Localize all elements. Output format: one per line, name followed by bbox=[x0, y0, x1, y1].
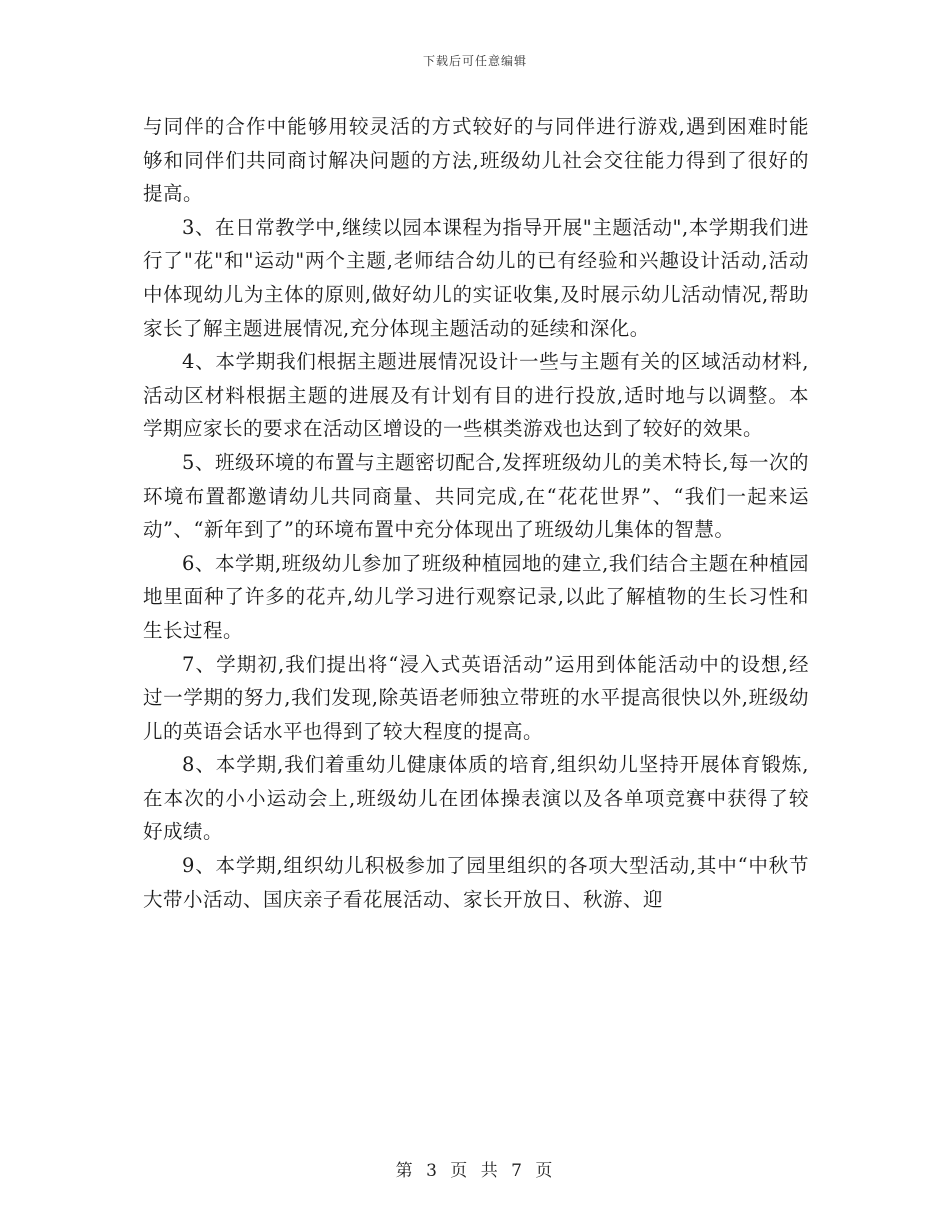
paragraph-item-5: 5、班级环境的布置与主题密切配合,发挥班级幼儿的美术特长,每一次的环境布置都邀请幼儿共同商量、共同完成,在“花花世界”、“我们一起来运动”、“新年到了”的环境布置中充分体现出了班级幼儿集体的智慧。 bbox=[143, 450, 809, 542]
paragraph-item-7: 7、学期初,我们提出将“浸入式英语活动”运用到体能活动中的设想,经过一学期的努力,我们发现,除英语老师独立带班的水平提高很快以外,班级幼儿的英语会话水平也得到了较大程度的提高。 bbox=[143, 652, 809, 743]
paragraph-item-3: 3、在日常教学中,继续以园本课程为指导开展"主题活动",本学期我们进行了"花"和"运动"两个主题,老师结合幼儿的已有经验和兴趣设计活动,活动中体现幼儿为主体的原则,做好幼儿的实证收集,及时展示幼儿活动情况,帮助家长了解主题进展情况,充分体现主题活动的延续和深化。 bbox=[143, 215, 809, 340]
page-number-footer: 第 3 页 共 7 页 bbox=[395, 1161, 555, 1181]
paragraph-item-4: 4、本学期我们根据主题进展情况设计一些与主题有关的区域活动材料,活动区材料根据主题的进展及有计划有目的进行投放,适时地与以调整。本学期应家长的要求在活动区增设的一些棋类游戏也达到了较好的效果。 bbox=[143, 350, 809, 441]
paragraph-item-6: 6、本学期,班级幼儿参加了班级种植园地的建立,我们结合主题在种植园地里面种了许多的花卉,幼儿学习进行观察记录,以此了解植物的生长习性和生长过程。 bbox=[143, 551, 809, 642]
document-body bbox=[143, 110, 809, 916]
paragraph-continuation: 与同伴的合作中能够用较灵活的方式较好的与同伴进行游戏,遇到困难时能够和同伴们共同商讨解决问题的方法,班级幼儿社会交往能力得到了很好的提高。 bbox=[143, 115, 809, 206]
paragraph-item-8: 8、本学期,我们着重幼儿健康体质的培育,组织幼儿坚持开展体育锻炼,在本次的小小运动会上,班级幼儿在团体操表演以及各单项竞赛中获得了较好成绩。 bbox=[143, 753, 809, 844]
page-header: 下载后可任意编辑 bbox=[422, 54, 527, 68]
paragraph-item-9: 9、本学期,组织幼儿积极参加了园里组织的各项大型活动,其中“中秋节大带小活动、国庆亲子看花展活动、家长开放日、秋游、迎 bbox=[143, 854, 809, 911]
